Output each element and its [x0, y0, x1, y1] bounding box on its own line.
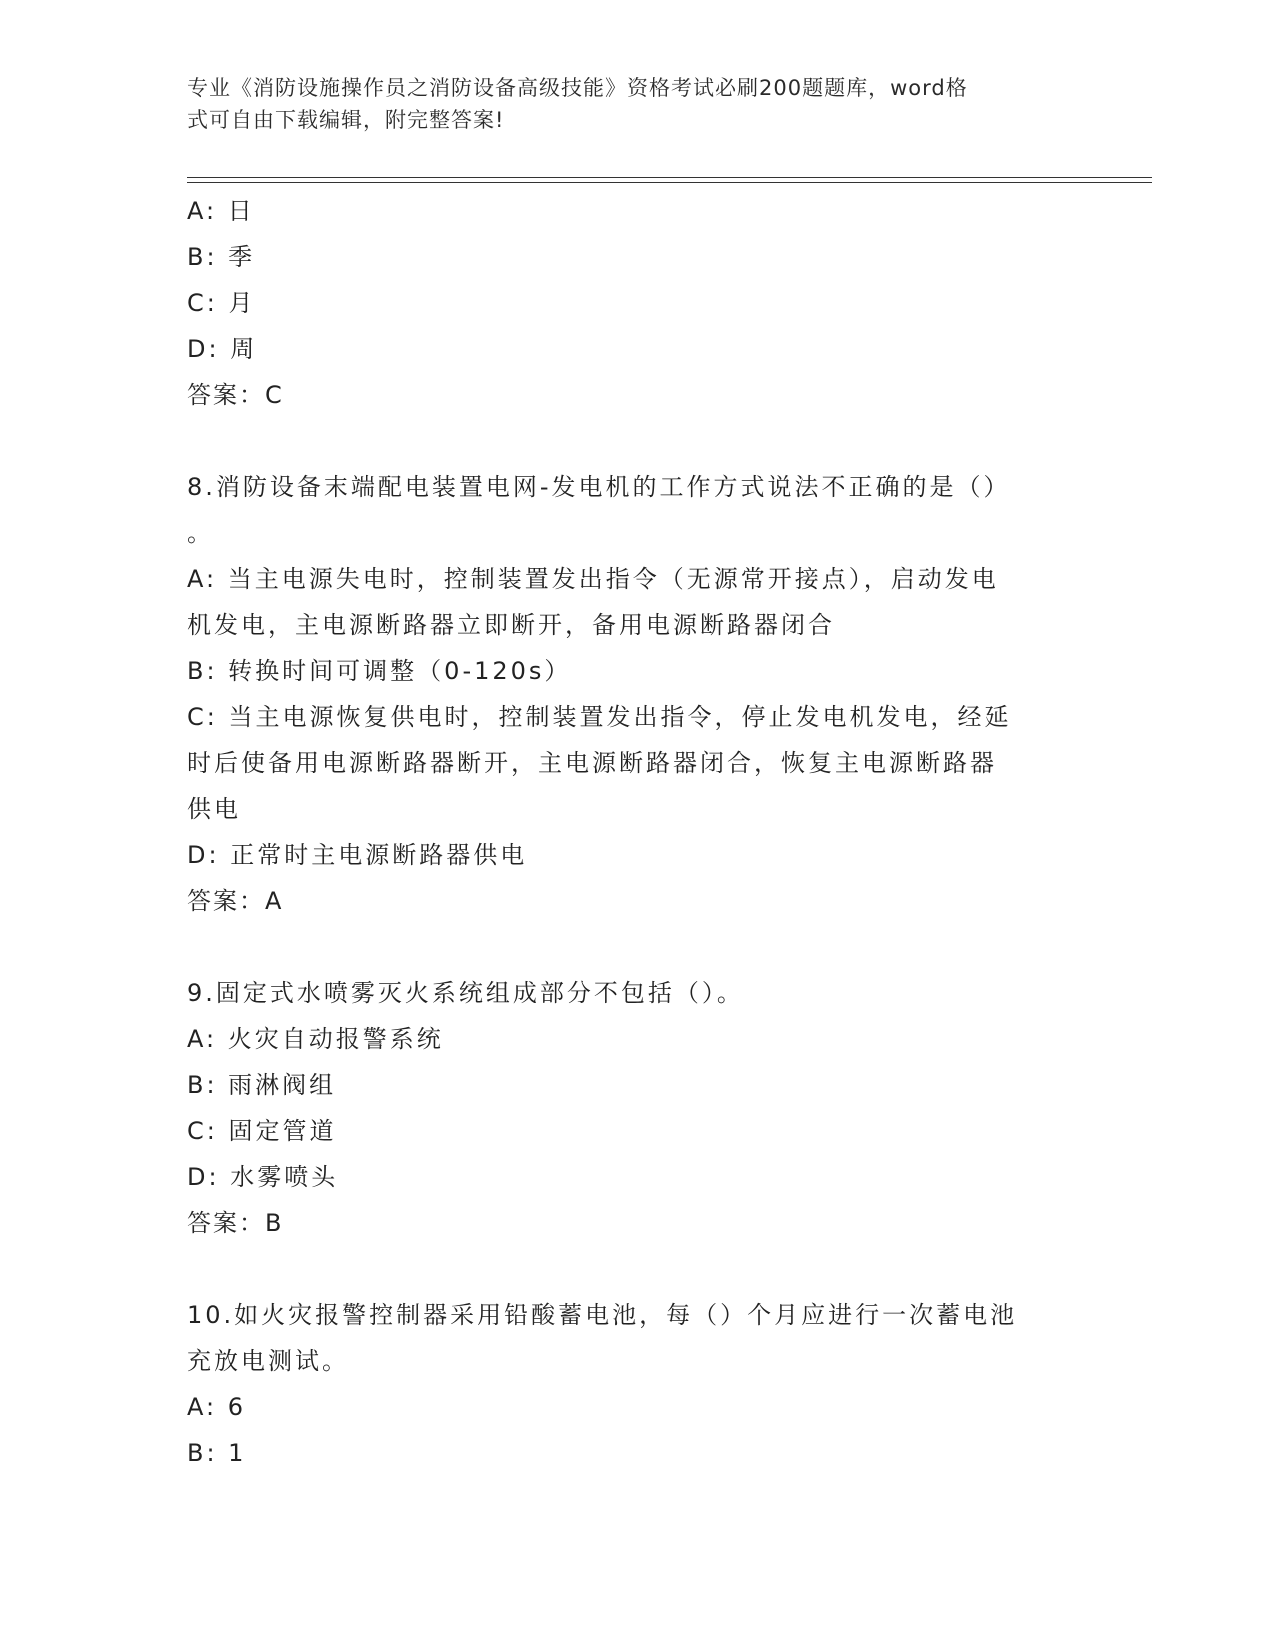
option-b: B: 季 — [187, 243, 256, 271]
option-b: B: 雨淋阀组 — [187, 1071, 337, 1099]
question-8 — [187, 464, 1067, 924]
question-9 — [187, 970, 1067, 1246]
header-line-1: 专业《消防设施操作员之消防设备高级技能》资格考试必刷200题题库，word格 — [187, 76, 968, 100]
answer-line: 答案：B — [187, 1209, 284, 1237]
option-d: D: 周 — [187, 335, 258, 363]
option-c: C: 固定管道 — [187, 1117, 337, 1145]
option-a: A: 日 — [187, 197, 255, 225]
option-c-continued-2: 供电 — [187, 795, 241, 823]
document-header — [187, 72, 1067, 136]
question-10 — [187, 1292, 1067, 1476]
option-b: B: 1 — [187, 1439, 247, 1467]
option-a: A: 火灾自动报警系统 — [187, 1025, 444, 1053]
question-stem-continued: 充放电测试。 — [187, 1347, 349, 1375]
spacer — [187, 1246, 1067, 1292]
question-stem: 9.固定式水喷雾灭火系统组成部分不包括（）。 — [187, 979, 744, 1007]
question-stem-continued: 。 — [187, 519, 214, 547]
header-divider-bottom — [187, 182, 1152, 183]
question-list — [187, 188, 1067, 1476]
option-a: A: 当主电源失电时，控制装置发出指令（无源常开接点），启动发电 — [187, 565, 999, 593]
option-d: D: 正常时主电源断路器供电 — [187, 841, 528, 869]
option-a-continued: 机发电，主电源断路器立即断开，备用电源断路器闭合 — [187, 611, 835, 639]
header-divider-top — [187, 177, 1152, 178]
question-stem: 10.如火灾报警控制器采用铅酸蓄电池，每（）个月应进行一次蓄电池 — [187, 1301, 1018, 1329]
option-c: C: 当主电源恢复供电时，控制装置发出指令，停止发电机发电，经延 — [187, 703, 1012, 731]
option-a: A: 6 — [187, 1393, 246, 1421]
option-c-continued: 时后使备用电源断路器断开，主电源断路器闭合，恢复主电源断路器 — [187, 749, 997, 777]
answer-line: 答案：A — [187, 887, 284, 915]
spacer — [187, 924, 1067, 970]
option-b: B: 转换时间可调整（0-120s） — [187, 657, 572, 685]
option-d: D: 水雾喷头 — [187, 1163, 339, 1191]
header-line-2: 式可自由下载编辑，附完整答案! — [187, 108, 505, 132]
answer-line: 答案：C — [187, 381, 284, 409]
option-c: C: 月 — [187, 289, 256, 317]
question-7-continued — [187, 188, 1067, 418]
spacer — [187, 418, 1067, 464]
question-stem: 8.消防设备末端配电装置电网-发电机的工作方式说法不正确的是（） — [187, 473, 1011, 501]
